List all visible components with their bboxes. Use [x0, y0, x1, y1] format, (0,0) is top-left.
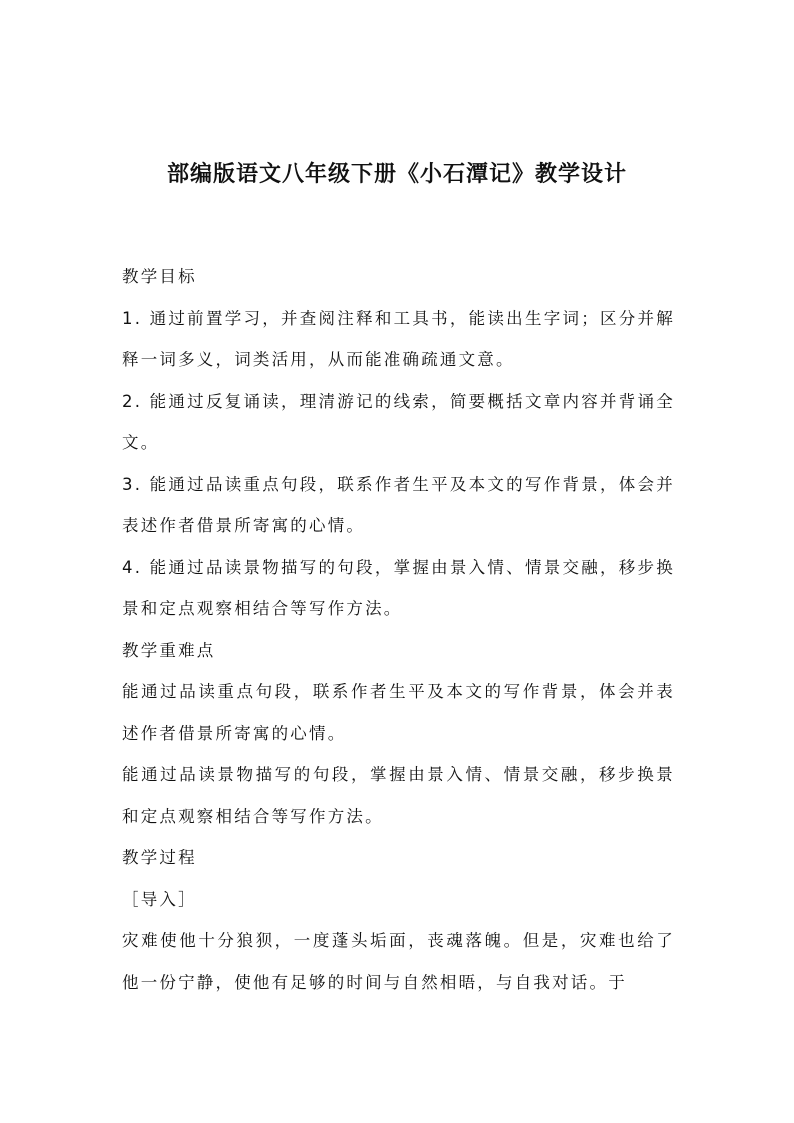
- document-body: [122, 256, 675, 1003]
- section-heading-objectives: 教学目标: [122, 267, 197, 286]
- intro-paragraph: 灾难使他十分狼狈，一度蓬头垢面，丧魂落魄。但是，灾难也给了他一份宁静，使他有足够的时间与自然相晤，与自我对话。于: [122, 931, 675, 992]
- objective-item-4: 4. 能通过品读景物描写的句段，掌握由景入情、情景交融，移步换景和定点观察相结合等写作方法。: [122, 557, 675, 618]
- key-point-2: 能通过品读景物描写的句段，掌握由景入情、情景交融，移步换景和定点观察相结合等写作方法。: [122, 765, 675, 826]
- subsection-heading-intro: ［导入］: [122, 889, 197, 909]
- key-point-1: 能通过品读重点句段，联系作者生平及本文的写作背景，体会并表述作者借景所寄寓的心情。: [122, 682, 675, 743]
- section-heading-key-points: 教学重难点: [122, 640, 216, 660]
- document-title: 部编版语文八年级下册《小石潭记》教学设计: [166, 162, 627, 187]
- section-heading-process: 教学过程: [122, 848, 197, 867]
- objective-item-2: 2. 能通过反复诵读，理清游记的线索，简要概括文章内容并背诵全文。: [122, 391, 675, 452]
- objective-item-3: 3. 能通过品读重点句段，联系作者生平及本文的写作背景，体会并表述作者借景所寄寓的心情。: [122, 474, 675, 535]
- objective-item-1: 1. 通过前置学习，并查阅注释和工具书，能读出生字词；区分并解释一词多义，词类活用，从而能准确疏通文意。: [122, 308, 675, 369]
